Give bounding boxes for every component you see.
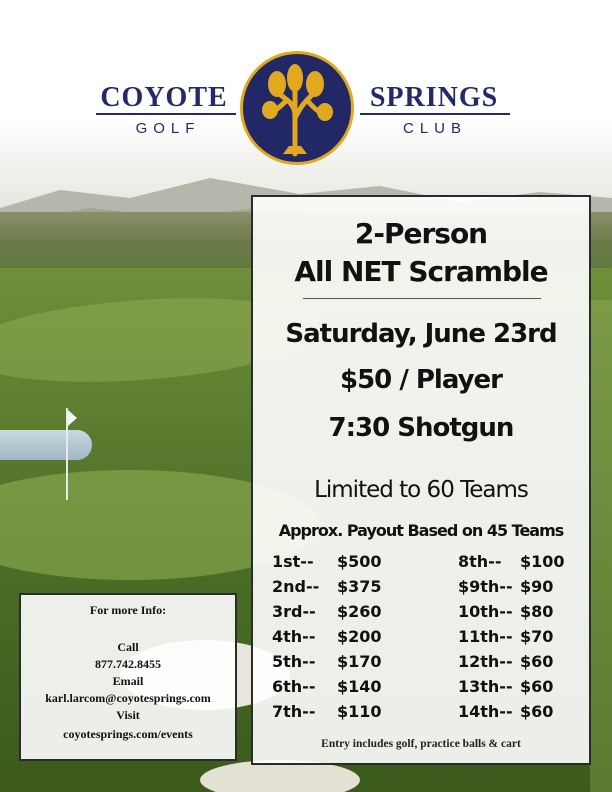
payout-row	[458, 552, 586, 577]
payout-amount: $260	[337, 602, 382, 621]
payout-place: 11th--	[458, 627, 513, 646]
payout-row	[272, 702, 412, 727]
payout-row	[458, 677, 586, 702]
event-panel	[251, 195, 591, 765]
payout-place: 14th--	[458, 702, 513, 721]
logo-rule	[96, 113, 236, 115]
payout-place: 7th--	[272, 702, 316, 721]
payout-row	[458, 577, 586, 602]
payout-amount: $90	[520, 577, 554, 596]
call-label: Call	[117, 640, 139, 654]
entry-note: Entry includes golf, practice balls & cart	[321, 738, 521, 750]
payout-amount: $110	[337, 702, 382, 721]
team-limit: Limited to 60 Teams	[314, 477, 528, 503]
logo-sub-right: CLUB	[402, 120, 467, 137]
email-label: Email	[112, 674, 144, 688]
payout-column-right	[458, 552, 586, 727]
payout-place: 4th--	[272, 627, 316, 646]
event-start: 7:30 Shotgun	[328, 413, 514, 443]
payout-place: 3rd--	[272, 602, 316, 621]
payout-row	[272, 677, 412, 702]
payout-row	[272, 577, 412, 602]
contact-box	[19, 593, 237, 761]
water-hazard	[0, 430, 92, 460]
payout-place: $9th--	[458, 577, 513, 596]
event-title-line2: All NET Scramble	[294, 255, 548, 288]
title-divider	[303, 298, 541, 299]
payout-place: 2nd--	[272, 577, 320, 596]
payout-place: 8th--	[458, 552, 502, 571]
joshua-tree-icon	[240, 51, 354, 165]
logo-word-left: COYOTE	[100, 82, 228, 113]
payout-amount: $500	[337, 552, 382, 571]
payout-amount: $140	[337, 677, 382, 696]
payout-row	[272, 552, 412, 577]
contact-heading: For more Info:	[89, 603, 167, 617]
payout-amount: $170	[337, 652, 382, 671]
payout-place: 1st--	[272, 552, 314, 571]
event-date: Saturday, June 23rd	[285, 319, 557, 349]
payout-heading: Approx. Payout Based on 45 Teams	[278, 521, 564, 540]
payout-place: 12th--	[458, 652, 513, 671]
payout-place: 6th--	[272, 677, 316, 696]
event-price: $50 / Player	[340, 365, 502, 395]
logo-word-right: SPRINGS	[369, 82, 499, 113]
payout-place: 10th--	[458, 602, 513, 621]
payout-amount: $200	[337, 627, 382, 646]
payout-amount: $80	[520, 602, 554, 621]
grass-strip	[590, 300, 612, 792]
logo-rule	[360, 113, 510, 115]
logo-sub-left: GOLF	[135, 120, 201, 137]
payout-row	[458, 627, 586, 652]
payout-row	[458, 652, 586, 677]
payout-amount: $100	[520, 552, 565, 571]
payout-column-left	[272, 552, 412, 727]
payout-amount: $60	[520, 702, 554, 721]
payout-row	[272, 602, 412, 627]
phone-number: 877.742.8455	[95, 657, 161, 671]
payout-place: 13th--	[458, 677, 513, 696]
event-title-line1: 2-Person	[354, 217, 488, 250]
payout-row	[458, 702, 586, 727]
flag-icon	[68, 410, 77, 426]
visit-label: Visit	[116, 708, 140, 722]
payout-amount: $60	[520, 677, 554, 696]
website-url: coyotesprings.com/events	[63, 727, 193, 741]
email-address: karl.larcom@coyotesprings.com	[45, 691, 211, 705]
payout-row	[272, 627, 412, 652]
payout-row	[272, 652, 412, 677]
payout-place: 5th--	[272, 652, 316, 671]
payout-amount: $70	[520, 627, 554, 646]
payout-amount: $375	[337, 577, 382, 596]
payout-row	[458, 602, 586, 627]
payout-amount: $60	[520, 652, 554, 671]
